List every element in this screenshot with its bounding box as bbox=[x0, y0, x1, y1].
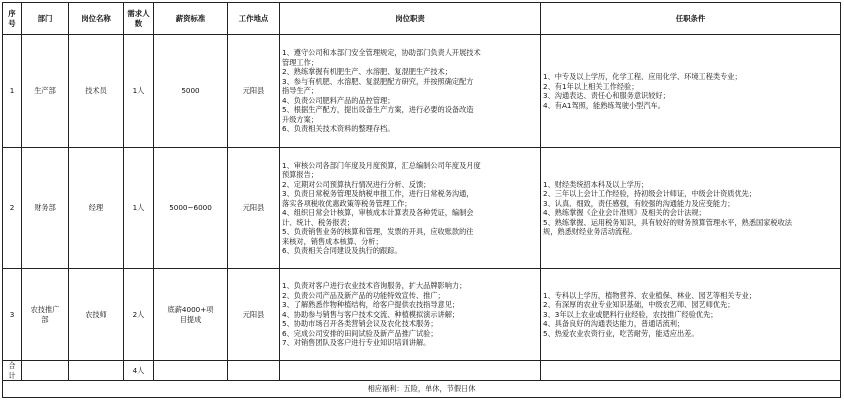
row-requirements bbox=[541, 148, 841, 269]
row-count: 2人 bbox=[124, 269, 154, 361]
requirement-line: 1、财经类统招本科及以上学历； bbox=[543, 179, 649, 189]
total-empty-cell bbox=[228, 361, 280, 381]
row-location: 元阳县 bbox=[228, 148, 280, 269]
duty-line: 6、负责相关合同建设及执行的跟踪。 bbox=[282, 246, 402, 255]
duty-line: 5、负责销售业务的核算和管理，发票的开具，应收账款的往 bbox=[282, 227, 474, 236]
row-salary: 5000 bbox=[154, 35, 228, 148]
requirement-line: 4、熟练掌握《企业会计准则》及相关的会计法规； bbox=[543, 208, 706, 217]
duty-line: 落实各项税收优惠政策等税务管理工作； bbox=[282, 198, 412, 208]
requirement-line: 1、中专及以上学历，化学工程、应用化学、环境工程类专业； bbox=[543, 72, 742, 81]
total-label: 合计 bbox=[3, 361, 22, 381]
requirement-line: 3、沟通表达、责任心和服务意识较好； bbox=[543, 91, 670, 100]
requirement-line: 4、有A1驾照，能熟练驾驶小型汽车。 bbox=[543, 100, 665, 110]
row-salary: 5000~6000 bbox=[154, 148, 228, 269]
header-salary: 薪资标准 bbox=[154, 3, 228, 35]
total-empty-cell bbox=[154, 361, 228, 381]
header-location: 工作地点 bbox=[228, 3, 280, 35]
row-requirements bbox=[541, 35, 841, 148]
row-duties bbox=[280, 148, 541, 269]
row-location: 元阳县 bbox=[228, 35, 280, 148]
row-title: 经理 bbox=[69, 148, 124, 269]
duty-line: 2、熟练掌握有机肥生产、水溶肥、复混肥生产技术； bbox=[282, 67, 452, 77]
duty-line: 1、审核公司各部门年度及月度预算，汇总编制公司年度及月度 bbox=[282, 160, 481, 170]
row-salary: 底薪4000+项目提成 bbox=[154, 269, 228, 361]
total-empty-cell bbox=[541, 361, 841, 381]
table-row bbox=[3, 148, 841, 269]
header-duties: 岗位职责 bbox=[280, 3, 541, 35]
total-empty-cell bbox=[22, 361, 69, 381]
requirement-line: 3、认真、细致，责任感强，有较强的沟通能力及应变能力； bbox=[543, 198, 735, 208]
requirement-line: 2、三年以上会计工作经验，持初级会计师证，中级会计资质优先； bbox=[543, 189, 757, 198]
requirement-line: 5、熟练掌握、运用税务知识，具有较好的财务预算管理水平，熟悉国家税收法 bbox=[543, 217, 792, 227]
row-title: 农技师 bbox=[69, 269, 124, 361]
total-count: 4人 bbox=[124, 361, 154, 381]
duty-line: 1、遵守公司和本部门安全管理规定，协助部门负责人开展技术 bbox=[282, 48, 481, 58]
duty-line: 2、定期对公司预算执行情况进行分析、反馈； bbox=[282, 179, 431, 189]
duty-line: 4、负责公司肥料产品的品控管理； bbox=[282, 95, 395, 105]
duty-line: 升级方案； bbox=[282, 114, 318, 124]
duty-line: 5、协助市场召开各类营销会议及农化技术服务； bbox=[282, 319, 438, 329]
duty-line: 4、组织日常会计核算，审核成本计算表及各种凭证，编制会 bbox=[282, 208, 474, 217]
requirement-line: 3、3年以上农业或肥料行业经验，农技推广经验优先； bbox=[543, 309, 718, 319]
total-empty-cell bbox=[280, 361, 541, 381]
requirement-line: 2、有1年以上相关工作经验； bbox=[543, 81, 639, 91]
benefits-text: 相应福利：五险，单休，节假日休 bbox=[3, 381, 841, 398]
row-dept: 生产部 bbox=[22, 35, 69, 148]
table-header-row bbox=[3, 3, 841, 35]
row-duties bbox=[280, 269, 541, 361]
row-location: 元阳县 bbox=[228, 269, 280, 361]
header-requirements: 任职条件 bbox=[541, 3, 841, 35]
row-dept: 农技推广部 bbox=[22, 269, 69, 361]
header-count: 需求人数 bbox=[124, 3, 154, 35]
row-title: 技术员 bbox=[69, 35, 124, 148]
header-title: 岗位名称 bbox=[69, 3, 124, 35]
duty-line: 3、了解熟悉作物种植结构，给客户提供农技指导意见； bbox=[282, 300, 460, 310]
duty-line: 来核对，销售成本核算、分析； bbox=[282, 236, 383, 246]
requirement-line: 规，熟悉财经业务活动流程。 bbox=[543, 227, 637, 236]
total-row bbox=[3, 361, 841, 381]
duty-line: 指导生产； bbox=[282, 86, 318, 96]
job-listing-table bbox=[2, 2, 841, 398]
duty-line: 3、负责日常税务管理及纳税申报工作，进行日常税务沟通， bbox=[282, 189, 474, 198]
row-count: 1人 bbox=[124, 35, 154, 148]
duty-line: 6、完成公司安排的田间试验及新产品推广试验； bbox=[282, 328, 438, 338]
row-duties bbox=[280, 35, 541, 148]
duty-line: 管理工作； bbox=[282, 57, 318, 67]
row-no: 1 bbox=[3, 35, 22, 148]
row-requirements bbox=[541, 269, 841, 361]
table-row bbox=[3, 269, 841, 361]
row-dept: 财务部 bbox=[22, 148, 69, 269]
duty-line: 3、参与有机肥、水溶肥、复混肥配方研究，并按照确定配方 bbox=[282, 76, 474, 86]
row-no: 3 bbox=[3, 269, 22, 361]
header-no: 序号 bbox=[3, 3, 22, 35]
duty-line: 2、负责公司产品及新产品的功能特效宣传、推广； bbox=[282, 290, 445, 300]
table-row bbox=[3, 35, 841, 148]
requirement-line: 1、专科以上学历，植物营养、农业植保、林业、园艺等相关专业； bbox=[543, 290, 757, 300]
duty-line: 预算报告； bbox=[282, 170, 318, 179]
header-dept: 部门 bbox=[22, 3, 69, 35]
duty-line: 计、统计、税务报表； bbox=[282, 217, 354, 227]
row-no: 2 bbox=[3, 148, 22, 269]
duty-line: 6、负责相关技术资料的整理存档。 bbox=[282, 124, 395, 134]
row-count: 1人 bbox=[124, 148, 154, 269]
duty-line: 5、根据生产配方，提出设备生产方案，进行必要的设备改造 bbox=[282, 105, 474, 115]
total-empty-cell bbox=[69, 361, 124, 381]
duty-line: 1、负责对客户进行农业技术咨询服务，扩大品牌影响力； bbox=[282, 281, 467, 291]
benefits-row bbox=[3, 381, 841, 398]
requirement-line: 4、具备良好的沟通表达能力，普通话流利； bbox=[543, 319, 685, 329]
duty-line: 4、协助参与销售与客户技术交流、种植模拟演示讲解； bbox=[282, 309, 460, 319]
duty-line: 7、对销售团队及客户进行专业知识培训讲解。 bbox=[282, 338, 431, 348]
requirement-line: 5、热爱农业农资行业，吃苦耐劳，能适应出差。 bbox=[543, 328, 699, 338]
requirement-line: 2、有深厚的农业专业知识基础，中级农艺师、园艺师优先； bbox=[543, 300, 735, 310]
